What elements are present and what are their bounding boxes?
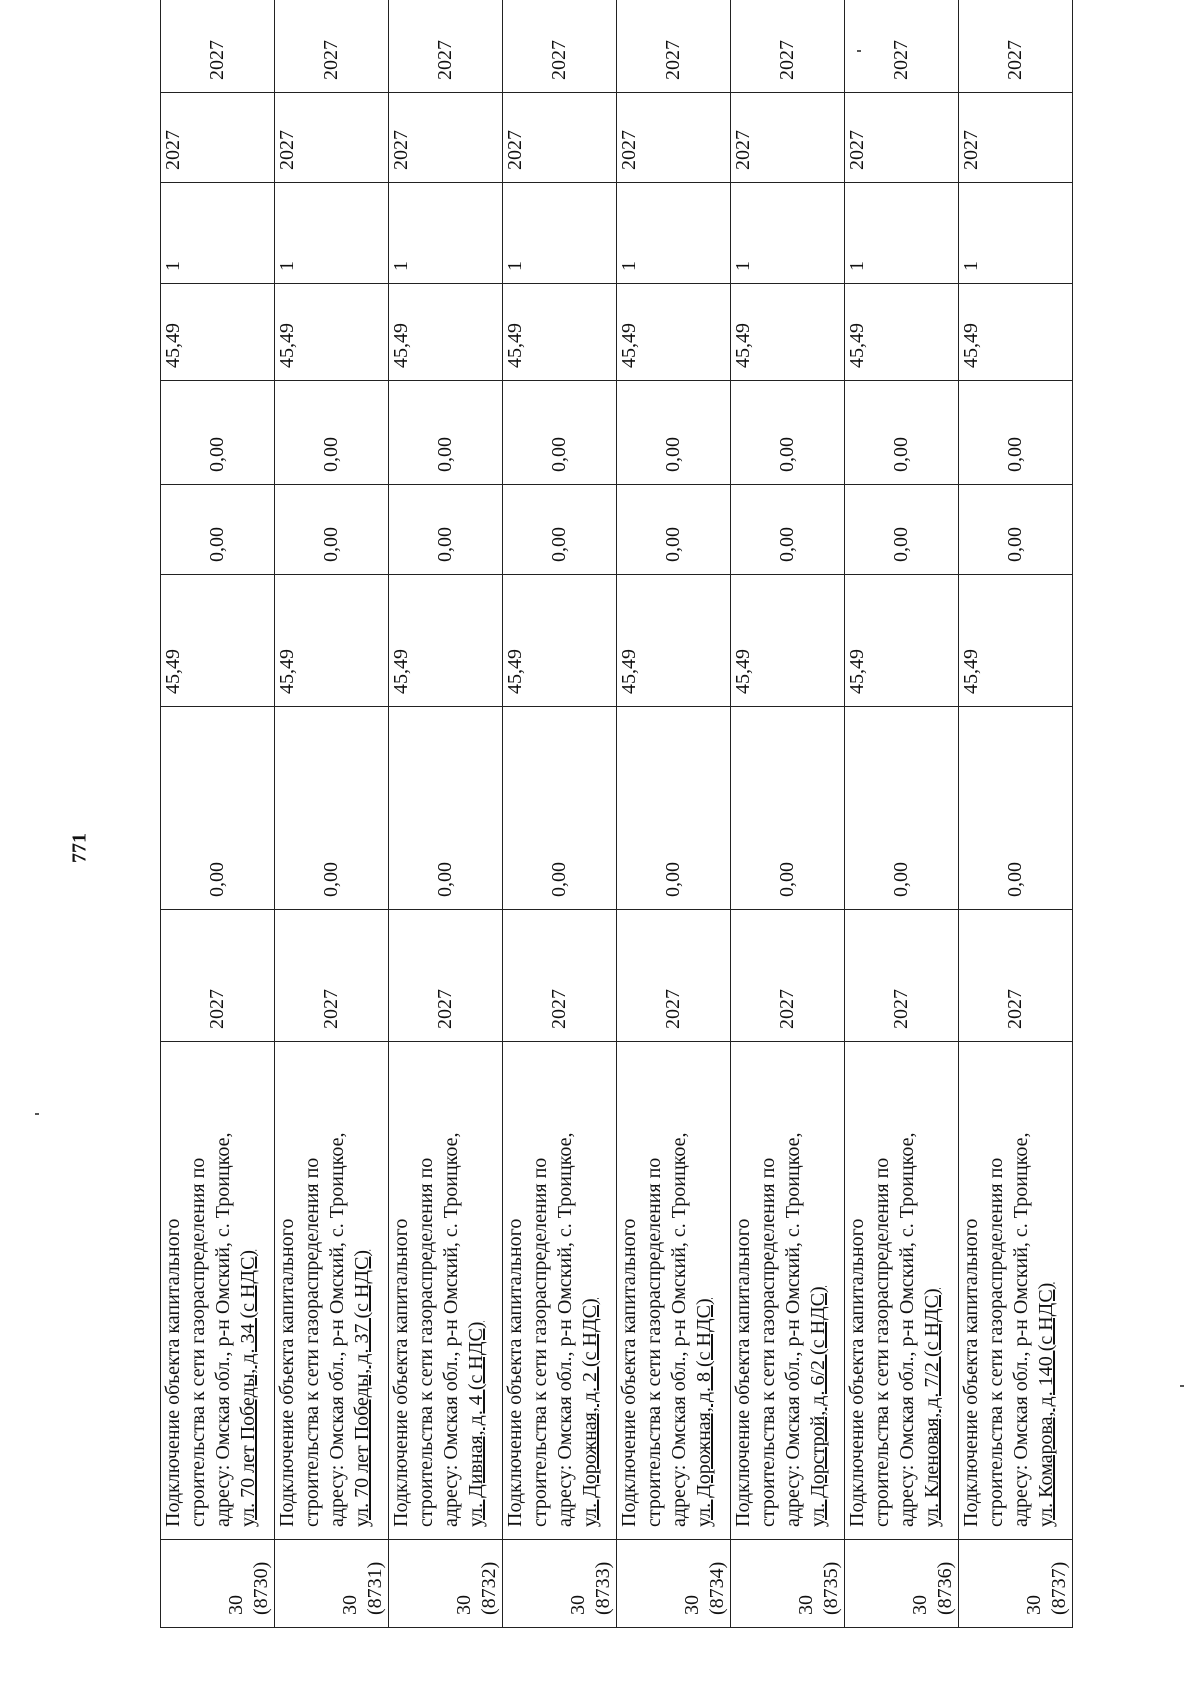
row-description-line: строительства к сети газораспределения по	[643, 1157, 665, 1527]
row-code-id: (8730)	[250, 1561, 272, 1615]
row-value-4-cell: 0,00	[959, 381, 1073, 485]
row-year-cell: 2027	[845, 910, 959, 1042]
row-value-3-cell: 0,00	[503, 485, 617, 575]
row-address-line: ул. 70 лет Победы, д. 37 (с НДС)	[351, 1249, 373, 1527]
scan-speck	[857, 50, 861, 52]
row-count-cell: 1	[503, 183, 617, 284]
row-code: 30	[453, 1595, 475, 1615]
row-value-1-cell: 0,00	[959, 707, 1073, 910]
row-description-line: адресу: Омская обл., р-н Омский, с. Троицкое,	[896, 1132, 918, 1527]
row-value-2-cell: 45,49	[389, 575, 503, 707]
row-count-cell: 1	[731, 183, 845, 284]
row-description-cell	[503, 1042, 617, 1540]
row-value-4-cell: 0,00	[161, 381, 275, 485]
row-code-cell	[845, 1540, 959, 1628]
row-code: 30	[681, 1595, 703, 1615]
row-year-cell: 2027	[731, 910, 845, 1042]
row-code-cell	[731, 1540, 845, 1628]
row-value-5-cell: 45,49	[389, 284, 503, 381]
row-year-2-cell: 2027	[275, 93, 389, 183]
row-description-cell	[161, 1042, 275, 1540]
row-year-3-cell: 2027	[161, 0, 275, 93]
row-year-2-cell: 2027	[161, 93, 275, 183]
row-description-line: строительства к сети газораспределения по	[301, 1157, 323, 1527]
row-year-3-cell: 2027	[731, 0, 845, 93]
row-value-1-cell: 0,00	[389, 707, 503, 910]
row-description-cell	[617, 1042, 731, 1540]
row-description-line: адресу: Омская обл., р-н Омский, с. Троицкое,	[440, 1132, 462, 1527]
row-year-3-cell: 2027	[845, 0, 959, 93]
row-count-cell: 1	[617, 183, 731, 284]
row-count-cell: 1	[275, 183, 389, 284]
row-description-line: адресу: Омская обл., р-н Омский, с. Троицкое,	[212, 1132, 234, 1527]
row-description-line: Подключение объекта капитального	[618, 1218, 640, 1527]
row-description-line: Подключение объекта капитального	[960, 1218, 982, 1527]
row-year-cell: 2027	[389, 910, 503, 1042]
row-year-2-cell: 2027	[617, 93, 731, 183]
row-description-line: адресу: Омская обл., р-н Омский, с. Троицкое,	[326, 1132, 348, 1527]
row-address-line: ул. Комарова, д. 140 (с НДС)	[1035, 1282, 1057, 1527]
row-year-3-cell: 2027	[389, 0, 503, 93]
row-description-cell	[389, 1042, 503, 1540]
row-description-cell	[731, 1042, 845, 1540]
row-description-line: Подключение объекта капитального	[504, 1218, 526, 1527]
row-value-2-cell: 45,49	[617, 575, 731, 707]
table-row	[389, 0, 503, 1628]
row-value-5-cell: 45,49	[845, 284, 959, 381]
row-year-3-cell: 2027	[617, 0, 731, 93]
row-value-3-cell: 0,00	[617, 485, 731, 575]
row-description-line: строительства к сети газораспределения по	[529, 1157, 551, 1527]
row-value-1-cell: 0,00	[845, 707, 959, 910]
row-value-5-cell: 45,49	[959, 284, 1073, 381]
row-value-2-cell: 45,49	[275, 575, 389, 707]
row-description-line: строительства к сети газораспределения по	[985, 1157, 1007, 1527]
row-code-id: (8733)	[592, 1561, 614, 1615]
table-row	[959, 0, 1073, 1628]
row-address-line: ул. Дорожная, д. 8 (с НДС)	[693, 1298, 715, 1527]
table-row	[617, 0, 731, 1628]
row-value-4-cell: 0,00	[731, 381, 845, 485]
row-value-2-cell: 45,49	[503, 575, 617, 707]
row-description-line: строительства к сети газораспределения по	[187, 1157, 209, 1527]
row-code-id: (8732)	[478, 1561, 500, 1615]
row-value-5-cell: 45,49	[503, 284, 617, 381]
row-code-cell	[503, 1540, 617, 1628]
row-year-cell: 2027	[161, 910, 275, 1042]
row-value-2-cell: 45,49	[161, 575, 275, 707]
row-year-3-cell: 2027	[959, 0, 1073, 93]
row-code-id: (8731)	[364, 1561, 386, 1615]
scan-speck	[35, 1113, 39, 1115]
row-description-line: адресу: Омская обл., р-н Омский, с. Троицкое,	[668, 1132, 690, 1527]
row-value-3-cell: 0,00	[959, 485, 1073, 575]
row-code: 30	[795, 1595, 817, 1615]
row-description-line: Подключение объекта капитального	[846, 1218, 868, 1527]
row-description-line: Подключение объекта капитального	[390, 1218, 412, 1527]
row-code-cell	[617, 1540, 731, 1628]
row-code: 30	[567, 1595, 589, 1615]
row-description-cell	[275, 1042, 389, 1540]
row-address-line: ул. Дивная, д. 4 (с НДС)	[465, 1321, 487, 1527]
table-row	[731, 0, 845, 1628]
table-row	[845, 0, 959, 1628]
row-value-1-cell: 0,00	[161, 707, 275, 910]
row-value-4-cell: 0,00	[389, 381, 503, 485]
row-value-2-cell: 45,49	[959, 575, 1073, 707]
row-description-cell	[845, 1042, 959, 1540]
row-value-3-cell: 0,00	[275, 485, 389, 575]
row-value-5-cell: 45,49	[275, 284, 389, 381]
row-value-3-cell: 0,00	[845, 485, 959, 575]
row-year-cell: 2027	[275, 910, 389, 1042]
row-description-line: строительства к сети газораспределения по	[415, 1157, 437, 1527]
rotated-table-wrapper	[160, 40, 1073, 1628]
row-year-2-cell: 2027	[845, 93, 959, 183]
row-code-id: (8736)	[934, 1561, 956, 1615]
row-value-3-cell: 0,00	[731, 485, 845, 575]
row-year-3-cell: 2027	[275, 0, 389, 93]
row-value-1-cell: 0,00	[731, 707, 845, 910]
row-year-2-cell: 2027	[389, 93, 503, 183]
row-value-4-cell: 0,00	[845, 381, 959, 485]
row-count-cell: 1	[161, 183, 275, 284]
row-value-1-cell: 0,00	[503, 707, 617, 910]
row-code-id: (8737)	[1048, 1561, 1070, 1615]
row-value-4-cell: 0,00	[503, 381, 617, 485]
row-count-cell: 1	[959, 183, 1073, 284]
row-description-line: строительства к сети газораспределения по	[757, 1157, 779, 1527]
page-number: 771	[68, 833, 91, 863]
row-address-line: ул. 70 лет Победы, д. 34 (с НДС)	[237, 1249, 259, 1527]
row-value-4-cell: 0,00	[617, 381, 731, 485]
row-code-cell	[275, 1540, 389, 1628]
table-row	[275, 0, 389, 1628]
row-year-2-cell: 2027	[731, 93, 845, 183]
scan-speck	[1180, 1385, 1184, 1387]
row-address-line: ул. Дорстрой, д. 6/2 (с НДС)	[807, 1286, 829, 1527]
row-year-2-cell: 2027	[959, 93, 1073, 183]
row-count-cell: 1	[389, 183, 503, 284]
row-code: 30	[1023, 1595, 1045, 1615]
row-address-line: ул. Кленовая, д. 7/2 (с НДС)	[921, 1288, 943, 1527]
row-value-1-cell: 0,00	[617, 707, 731, 910]
row-description-cell	[959, 1042, 1073, 1540]
row-code-cell	[959, 1540, 1073, 1628]
row-year-2-cell: 2027	[503, 93, 617, 183]
row-address-line: ул. Дорожная, д. 2 (с НДС)	[579, 1298, 601, 1527]
row-code: 30	[909, 1595, 931, 1615]
row-code-cell	[161, 1540, 275, 1628]
row-description-line: адресу: Омская обл., р-н Омский, с. Троицкое,	[1010, 1132, 1032, 1527]
row-value-1-cell: 0,00	[275, 707, 389, 910]
row-value-4-cell: 0,00	[275, 381, 389, 485]
row-value-3-cell: 0,00	[161, 485, 275, 575]
row-value-2-cell: 45,49	[731, 575, 845, 707]
row-description-line: строительства к сети газораспределения по	[871, 1157, 893, 1527]
row-value-5-cell: 45,49	[161, 284, 275, 381]
row-value-5-cell: 45,49	[617, 284, 731, 381]
table-row	[161, 0, 275, 1628]
row-code-id: (8734)	[706, 1561, 728, 1615]
table-row	[503, 0, 617, 1628]
row-year-3-cell: 2027	[503, 0, 617, 93]
table-body	[161, 0, 1073, 1628]
row-description-line: Подключение объекта капитального	[276, 1218, 298, 1527]
row-description-line: Подключение объекта капитального	[162, 1218, 184, 1527]
row-description-line: адресу: Омская обл., р-н Омский, с. Троицкое,	[554, 1132, 576, 1527]
row-code-id: (8735)	[820, 1561, 842, 1615]
row-value-2-cell: 45,49	[845, 575, 959, 707]
row-code: 30	[225, 1595, 247, 1615]
row-year-cell: 2027	[503, 910, 617, 1042]
row-year-cell: 2027	[617, 910, 731, 1042]
row-code-cell	[389, 1540, 503, 1628]
row-value-3-cell: 0,00	[389, 485, 503, 575]
row-description-line: адресу: Омская обл., р-н Омский, с. Троицкое,	[782, 1132, 804, 1527]
row-count-cell: 1	[845, 183, 959, 284]
row-year-cell: 2027	[959, 910, 1073, 1042]
row-value-5-cell: 45,49	[731, 284, 845, 381]
row-description-line: Подключение объекта капитального	[732, 1218, 754, 1527]
row-code: 30	[339, 1595, 361, 1615]
data-table	[160, 0, 1073, 1628]
